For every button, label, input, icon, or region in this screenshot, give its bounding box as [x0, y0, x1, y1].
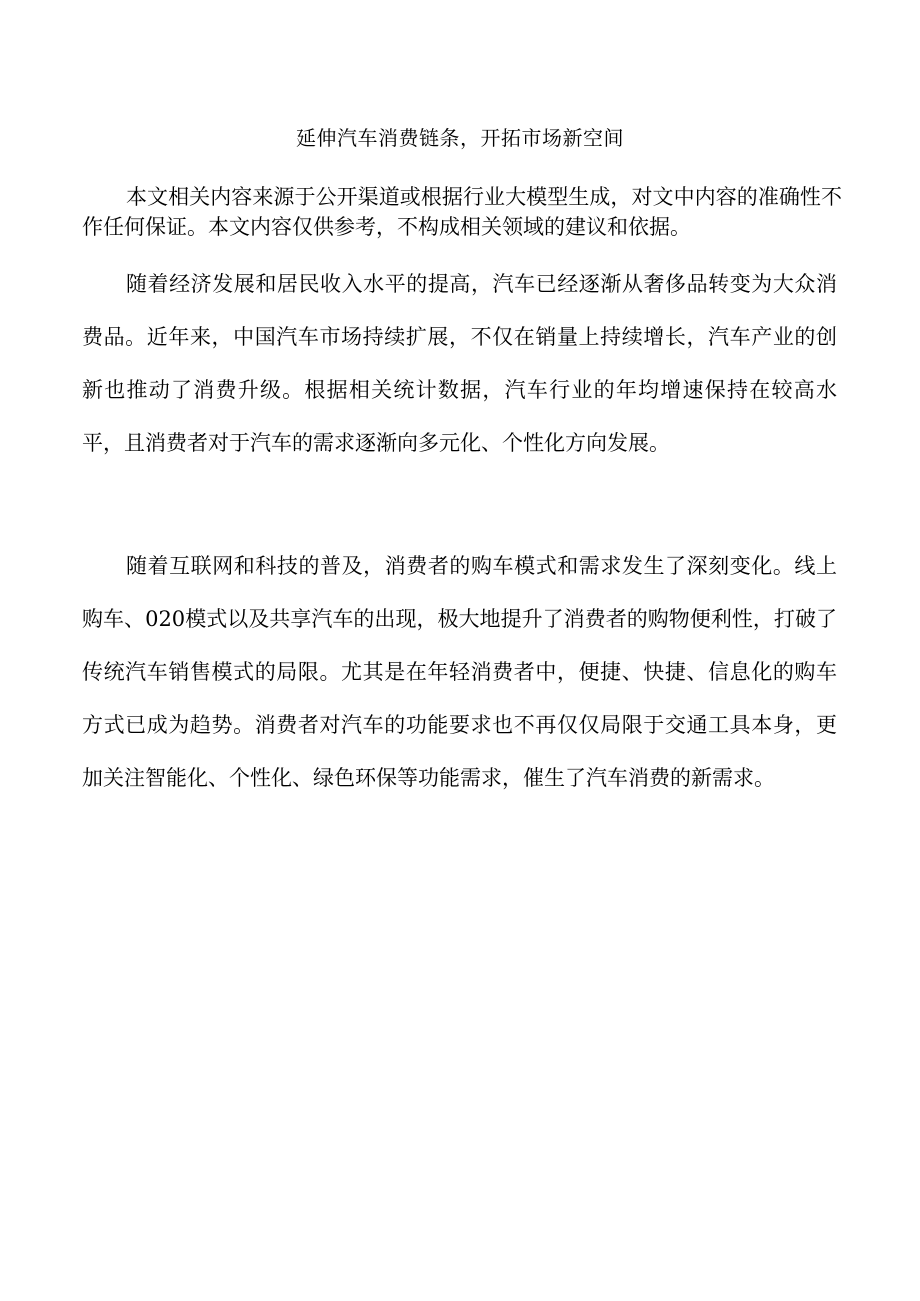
disclaimer-paragraph: 本文相关内容来源于公开渠道或根据行业大模型生成，对文中内容的准确性不作任何保证。本文内容仅供参考，不构成相关领域的建议和依据。	[82, 185, 842, 239]
body-paragraph-2: 随着互联网和科技的普及，消费者的购车模式和需求发生了深刻变化。线上购车、020模式以及共享汽车的出现，极大地提升了消费者的购物便利性，打破了传统汽车销售模式的局限。尤其是在年轻消费者中，便捷、快捷、信息化的购车方式已成为趋势。消费者对汽车的功能要求也不再仅仅局限于交通工具本身，更加关注智能化、个性化、绿色环保等功能需求，催生了汽车消费的新需求。	[82, 554, 837, 790]
body-paragraph-1: 随着经济发展和居民收入水平的提高，汽车已经逐渐从奢侈品转变为大众消费品。近年来，中国汽车市场持续扩展，不仅在销量上持续增长，汽车产业的创新也推动了消费升级。根据相关统计数据，汽车行业的年均增速保持在较高水平，且消费者对于汽车的需求逐渐向多元化、个性化方向发展。	[82, 272, 837, 455]
document-title: 延伸汽车消费链条，开拓市场新空间	[296, 126, 624, 150]
